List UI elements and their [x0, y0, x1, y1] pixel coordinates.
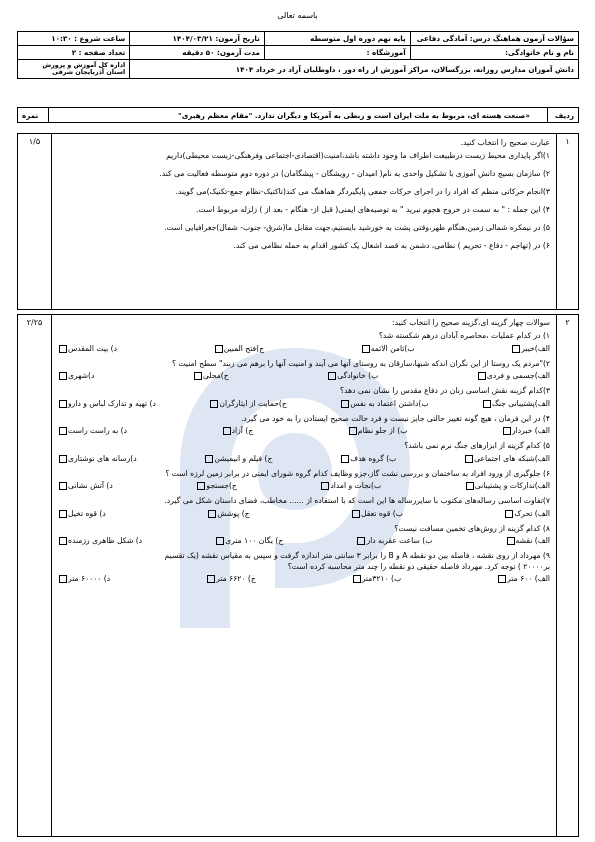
option-a[interactable]: [504, 509, 550, 519]
option-a[interactable]: [482, 399, 550, 409]
option-label: ج) ۶۶۲۰ متر: [216, 573, 256, 583]
option-label: ج) یگان ۱۰۰ متری: [225, 536, 284, 545]
question-score: ۲/۲۵: [18, 315, 52, 836]
option-label: ج) فیلم و انیمیشن: [214, 453, 273, 463]
checkbox[interactable]: [357, 537, 365, 545]
mc-stem: ۸) کدام گزینه از روش‌های تخمین مسافت نیست؟: [394, 523, 550, 533]
header-pages: تعداد صفحه : ۲: [18, 46, 130, 60]
checkbox[interactable]: [478, 372, 486, 380]
checkbox[interactable]: [59, 482, 67, 490]
mc-options: [58, 426, 550, 436]
mc-options: [58, 509, 550, 519]
option-label: الف)تدارکات و پشتیبانی: [474, 481, 550, 490]
mc-stem: ۵) کدام گزینه از ابزارهای جنگ نرم نمی باشد؟: [404, 441, 550, 451]
option-d[interactable]: [58, 399, 156, 409]
mc-options: [58, 371, 550, 381]
mc-stem: ۴) در این فرمان ، هیچ گونه تغییر حالتی جایز نیست و فرد حالت صحیح ایستادن را به خود می گیرد.: [241, 413, 550, 423]
mc-options: [58, 344, 550, 354]
option-label: د) قوه تخیل: [68, 508, 106, 518]
option-c[interactable]: [214, 344, 264, 354]
option-c[interactable]: [204, 454, 272, 464]
option-c[interactable]: [209, 399, 286, 409]
option-b[interactable]: [340, 399, 428, 409]
option-label: ب)ثامن الائمه: [370, 343, 415, 353]
option-label: ج)جستجو: [206, 481, 237, 490]
option-c[interactable]: [196, 481, 236, 491]
option-label: الف)خیبر: [521, 343, 550, 353]
option-label: الف)پشتیبانی جنگ: [492, 398, 550, 408]
option-label: الف) نقشه: [515, 536, 550, 545]
checkbox[interactable]: [208, 510, 216, 518]
checkbox[interactable]: [512, 345, 520, 353]
header-time: ساعت شروع : ۱۰:۳۰: [18, 32, 130, 46]
option-label: ب) ۳۲۱۰متر: [361, 573, 402, 583]
option-a[interactable]: [465, 481, 550, 491]
checkbox[interactable]: [59, 510, 67, 518]
header-school: آموزشگاه :: [264, 46, 410, 60]
option-label: د) بیت المقدس: [68, 343, 117, 353]
question-1: [17, 133, 579, 310]
checkbox[interactable]: [321, 482, 329, 490]
checkbox[interactable]: [205, 455, 213, 463]
option-label: ب) خانوادگی: [337, 371, 379, 380]
checkbox[interactable]: [223, 427, 231, 435]
option-label: ب)داشتن اعتماد به نفس: [350, 398, 429, 408]
mc-options: [58, 536, 550, 546]
option-b[interactable]: [351, 509, 403, 519]
option-label: د) ۶۰۰۰۰ متر: [68, 573, 111, 583]
mc-stem: ۷)تفاوت اساسی رساله‌های مکتوب با سایررساله ها این است که با استفاده از ...... مخاطب، فضای داستان شکل می گیرد.: [164, 496, 550, 506]
statement: ۲) سازمان بسیج دانش آموزی با تشکیل واحدی به نام( امیدان - رویشگان - پیشگامان) در دوره دوم متوسطه فعالیت می کند.: [159, 169, 550, 178]
option-a[interactable]: [464, 454, 550, 464]
option-d[interactable]: [58, 454, 137, 464]
header-date: تاریخ آزمون: ۱۴۰۴/۰۳/۲۱: [130, 32, 265, 46]
option-c[interactable]: [207, 509, 249, 519]
mc-stem: ۲)"مردم یک روستا از این نگران اندکه شبها،سارقان به روستای آنها می آیند و امنیت آنها را برهم می زنند" سطح امنیت ؟: [172, 358, 550, 368]
option-label: الف) تحرک: [514, 508, 550, 518]
checkbox[interactable]: [197, 482, 205, 490]
mc-stem: ۱) در کدام عملیات ،محاصره آبادان درهم شکسته شد؟: [378, 331, 550, 341]
checkbox[interactable]: [465, 455, 473, 463]
option-b[interactable]: [348, 426, 408, 436]
option-label: ب) از جلو نظام: [357, 426, 408, 435]
checkbox[interactable]: [59, 575, 67, 583]
option-d[interactable]: [58, 574, 110, 584]
option-label: ب) گروه هدف: [350, 453, 397, 463]
option-label: ب) قوه تعقل: [361, 508, 403, 518]
mc-stem-continued: بر۲۰۰۰۰ ) توجه کرد. مهرداد فاصله حقیقی دو نقطه را چند متر محاسبه کرده است؟: [287, 561, 550, 571]
option-c[interactable]: [215, 536, 283, 546]
option-d[interactable]: [58, 426, 127, 436]
option-b[interactable]: [340, 454, 396, 464]
statement: ۶) در (تهاجم - دفاع - تحریم ) نظامی، دشمن به قصد اشغال یک کشور اقدام به حمله نظامی می کند.: [233, 241, 550, 250]
checkbox[interactable]: [341, 400, 349, 408]
header-grade: پایه نهم دوره اول متوسطه: [264, 32, 410, 46]
checkbox[interactable]: [59, 372, 67, 380]
checkbox[interactable]: [207, 575, 215, 583]
motto-divider: [48, 108, 49, 122]
statement: ۱)اگر پایداری محیط زیست درطبیعت اطراف ما وجود داشته باشد،امنیت(اقتصادی-اجتماعی وفرهنگی-زیست محیطی)داریم: [166, 151, 550, 160]
mc-options: [58, 399, 550, 409]
option-label: د) به راست راست: [68, 426, 127, 435]
statement: ۳)انجام حرکاتی منظم که افراد را در اجرای حرکات جمعی پایگیردگر هماهنگ می کند(تاکتیک-نظام جمع-تکنیک)می گویند.: [175, 187, 550, 196]
question-score: ۱/۵: [18, 134, 52, 309]
header-name: نام و نام خانوادگی:: [410, 46, 578, 60]
option-c[interactable]: [193, 371, 229, 381]
checkbox[interactable]: [59, 345, 67, 353]
option-label: د)رسانه های نوشتاری: [68, 453, 137, 463]
question-title: سوالات چهار گزینه ای،گزینه صحیح را انتخاب کنید:: [392, 318, 550, 327]
question-title: عبارت صحیح را انتخاب کنید.: [460, 138, 550, 147]
mc-stem: ۹) مهرداد از روی نقشه ، فاصله بین دو نقطه A و B را برابر ۳ سانتی متر اندازه گرفت و سپس به مقیاس نقشه (یک تقسیم: [164, 551, 550, 561]
option-label: د) آتش نشانی: [68, 481, 113, 490]
option-a[interactable]: [511, 344, 550, 354]
mc-stem: ۳)کدام گزینه نقش اساسی زنان در دفاع مقدس را نشان نمی دهد؟: [340, 386, 550, 396]
checkbox[interactable]: [466, 482, 474, 490]
option-label: د) تهیه و تدارک لباس و دارو: [68, 398, 156, 408]
option-c[interactable]: [206, 574, 256, 584]
option-label: الف) خبردار: [512, 426, 550, 435]
option-a[interactable]: [477, 371, 550, 381]
checkbox[interactable]: [505, 510, 513, 518]
radif-label: ردیف: [554, 111, 574, 120]
checkbox[interactable]: [215, 345, 223, 353]
option-label: ج) پوشش: [217, 508, 250, 518]
checkbox[interactable]: [341, 455, 349, 463]
mc-options: [58, 481, 550, 491]
question-number: ۲: [556, 315, 578, 836]
option-c[interactable]: [222, 426, 254, 436]
option-a[interactable]: [502, 426, 550, 436]
checkbox[interactable]: [503, 427, 511, 435]
question-body: [58, 318, 550, 589]
option-label: ب)نجات و امداد: [330, 481, 382, 490]
header-office: اداره کل آموزش و پرورش استان آذربایجان شرقی: [18, 60, 130, 79]
option-b[interactable]: [361, 344, 415, 354]
top-title: باسمه تعالی: [277, 11, 318, 20]
score-label: نمره: [22, 111, 39, 120]
option-d[interactable]: [58, 509, 106, 519]
option-label: ج)محلی: [202, 371, 229, 380]
checkbox[interactable]: [483, 400, 491, 408]
checkbox[interactable]: [328, 372, 336, 380]
exam-header: [17, 31, 579, 79]
checkbox[interactable]: [194, 372, 202, 380]
motto-row: [17, 107, 579, 123]
checkbox[interactable]: [210, 400, 218, 408]
question-2: [17, 314, 579, 837]
header-duration: مدت آزمون: ۵۰ دقیقه: [130, 46, 265, 60]
checkbox[interactable]: [353, 575, 361, 583]
option-b[interactable]: [327, 371, 378, 381]
header-exam: سؤالات آزمون هماهنگ درس: آمادگی دفاعی: [410, 32, 578, 46]
option-label: الف) ۶۰۰ متر: [507, 573, 550, 583]
option-label: د)شهری: [68, 371, 95, 380]
option-d[interactable]: [58, 536, 142, 546]
option-label: الف)جسمی و فردی: [486, 371, 550, 380]
checkbox[interactable]: [59, 427, 67, 435]
option-b[interactable]: [320, 481, 381, 491]
mc-options: [58, 574, 550, 584]
checkbox[interactable]: [59, 455, 67, 463]
checkbox[interactable]: [362, 345, 370, 353]
option-label: د) شکل ظاهری رزمنده: [68, 536, 143, 545]
checkbox[interactable]: [59, 537, 67, 545]
statement: ۵) در نیمکره شمالی زمین،هنگام ظهر،وقتی پشت به خورشید بایستیم،جهت مقابل ما(شرق- جنوب- شمال)جغرافیایی است.: [164, 223, 550, 232]
option-d[interactable]: [58, 371, 94, 381]
checkbox[interactable]: [216, 537, 224, 545]
option-d[interactable]: [58, 481, 113, 491]
option-label: ب) ساعت عقربه دار: [366, 536, 433, 545]
mc-options: [58, 454, 550, 464]
checkbox[interactable]: [349, 427, 357, 435]
checkbox[interactable]: [498, 575, 506, 583]
question-body: [58, 137, 550, 251]
option-a[interactable]: [497, 574, 550, 584]
option-b[interactable]: [356, 536, 432, 546]
checkbox[interactable]: [352, 510, 360, 518]
option-label: الف)شبکه های اجتماعی: [474, 453, 550, 463]
checkbox[interactable]: [59, 400, 67, 408]
statement: ۴) این جمله : " به سمت در خروج هجوم نبرید " به توصیه‌های ایمنی( قبل از- هنگام - بعد از ) زلزله مربوط است.: [196, 205, 550, 214]
motto-text: «صنعت هسته ای، مربوط به ملت ایران است و ربطی به آمریکا و دیگران ندارد. "مقام معظم رهبری": [177, 111, 530, 120]
option-label: ج)حمایت از ایثارگران: [219, 398, 287, 408]
header-students: دانش آموزان مدارس روزانه، بزرگسالان، مراکز آموزش از راه دور ، داوطلبان آزاد در خرداد ۱۴۰۴: [130, 60, 579, 79]
motto-divider: [547, 108, 548, 122]
option-b[interactable]: [352, 574, 401, 584]
option-label: ج) آزاد: [231, 426, 254, 435]
option-label: ج)فتح المبین: [223, 343, 264, 353]
mc-stem: ۶) جلوگیری از ورود افراد به ساختمان و بررسی نشت گاز،جزو وظایف کدام گروه شورای ایمنی در برابر زمین لرزه است ؟: [165, 468, 550, 478]
checkbox[interactable]: [507, 537, 515, 545]
option-d[interactable]: [58, 344, 117, 354]
question-number: ۱: [556, 134, 578, 309]
option-a[interactable]: [506, 536, 550, 546]
